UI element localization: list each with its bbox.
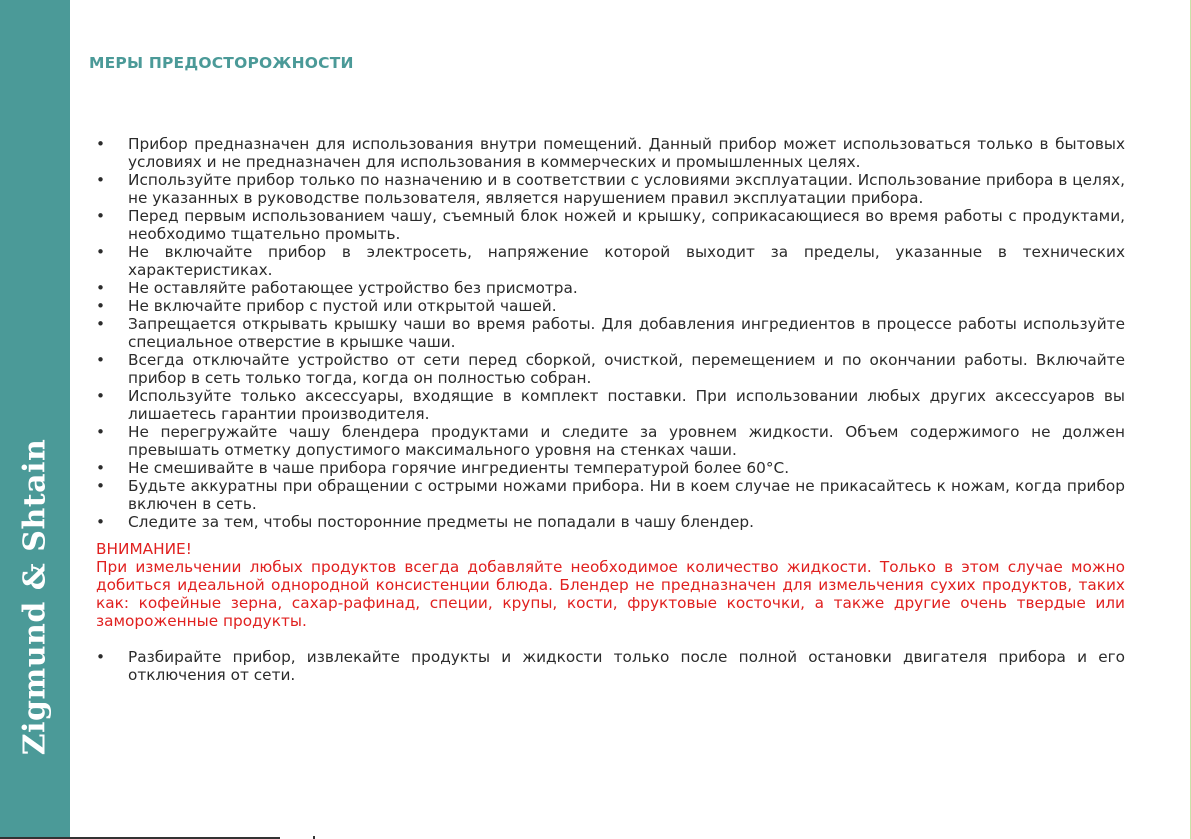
precautions-list: [96, 135, 1125, 531]
precaution-item: • Будьте аккуратны при обращении с острыми ножами прибора. Ни в коем случае не прикасайтесь к ножам, когда прибор включен в сеть.: [96, 477, 1125, 513]
precaution-item: • Всегда отключайте устройство от сети перед сборкой, очисткой, перемещением и по окончании работы. Включайте прибор в сеть только тогда, когда он полностью собран.: [96, 351, 1125, 387]
precaution-item: • Используйте только аксессуары, входящие в комплект поставки. При использовании любых других аксессуаров вы лишаетесь гарантии производителя.: [96, 387, 1125, 423]
precaution-item: • Не включайте прибор с пустой или открытой чашей.: [96, 297, 1125, 315]
warning-title: ВНИМАНИЕ!: [96, 540, 192, 558]
precautions-content: [96, 135, 1125, 684]
precaution-item: • Запрещается открывать крышку чаши во время работы. Для добавления ингредиентов в процессе работы используйте специальное отверстие в крышке чаши.: [96, 315, 1125, 351]
precaution-item: • Разбирайте прибор, извлекайте продукты и жидкости только после полной остановки двигателя прибора и его отключения от сети.: [96, 648, 1125, 684]
precaution-item: • Следите за тем, чтобы посторонние предметы не попадали в чашу блендер.: [96, 513, 1125, 531]
precaution-item: • Прибор предназначен для использования внутри помещений. Данный прибор может использоваться только в бытовых условиях и не предназначен для использования в коммерческих и промышленных целях.: [96, 135, 1125, 171]
precaution-item: • Используйте прибор только по назначению и в соответствии с условиями эксплуатации. Использование прибора в целях, не указанных в руководстве пользователя, является нарушением правил эксплуатации прибора.: [96, 171, 1125, 207]
precaution-item: • Не перегружайте чашу блендера продуктами и следите за уровнем жидкости. Объем содержимого не должен превышать отметку допустимого максимального уровня на стенках чаши.: [96, 423, 1125, 459]
warning-block: [96, 540, 1125, 630]
precaution-item: • Не включайте прибор в электросеть, напряжение которой выходит за пределы, указанные в технических характеристиках.: [96, 243, 1125, 279]
warning-text: При измельчении любых продуктов всегда добавляйте необходимое количество жидкости. Только в этом случае можно добиться идеальной однородной консистенции блюда. Блендер не предназначен для измельчения сухих продуктов, таких как: кофейные зерна, сахар-рафинад, специи, крупы, кости, фруктовые косточки, а также другие очень твердые или замороженные продукты.: [96, 558, 1125, 630]
page-title: МЕРЫ ПРЕДОСТОРОЖНОСТИ: [89, 54, 354, 72]
precaution-item: • Не оставляйте работающее устройство без присмотра.: [96, 279, 1125, 297]
brand-side-band: [0, 0, 70, 839]
brand-logo: Zigmund & Shtain: [17, 438, 53, 756]
final-precautions-list: [96, 648, 1125, 684]
precaution-item: • Не смешивайте в чаше прибора горячие ингредиенты температурой более 60°С.: [96, 459, 1125, 477]
precaution-item: • Перед первым использованием чашу, съемный блок ножей и крышку, соприкасающиеся во время работы с продуктами, необходимо тщательно промыть.: [96, 207, 1125, 243]
